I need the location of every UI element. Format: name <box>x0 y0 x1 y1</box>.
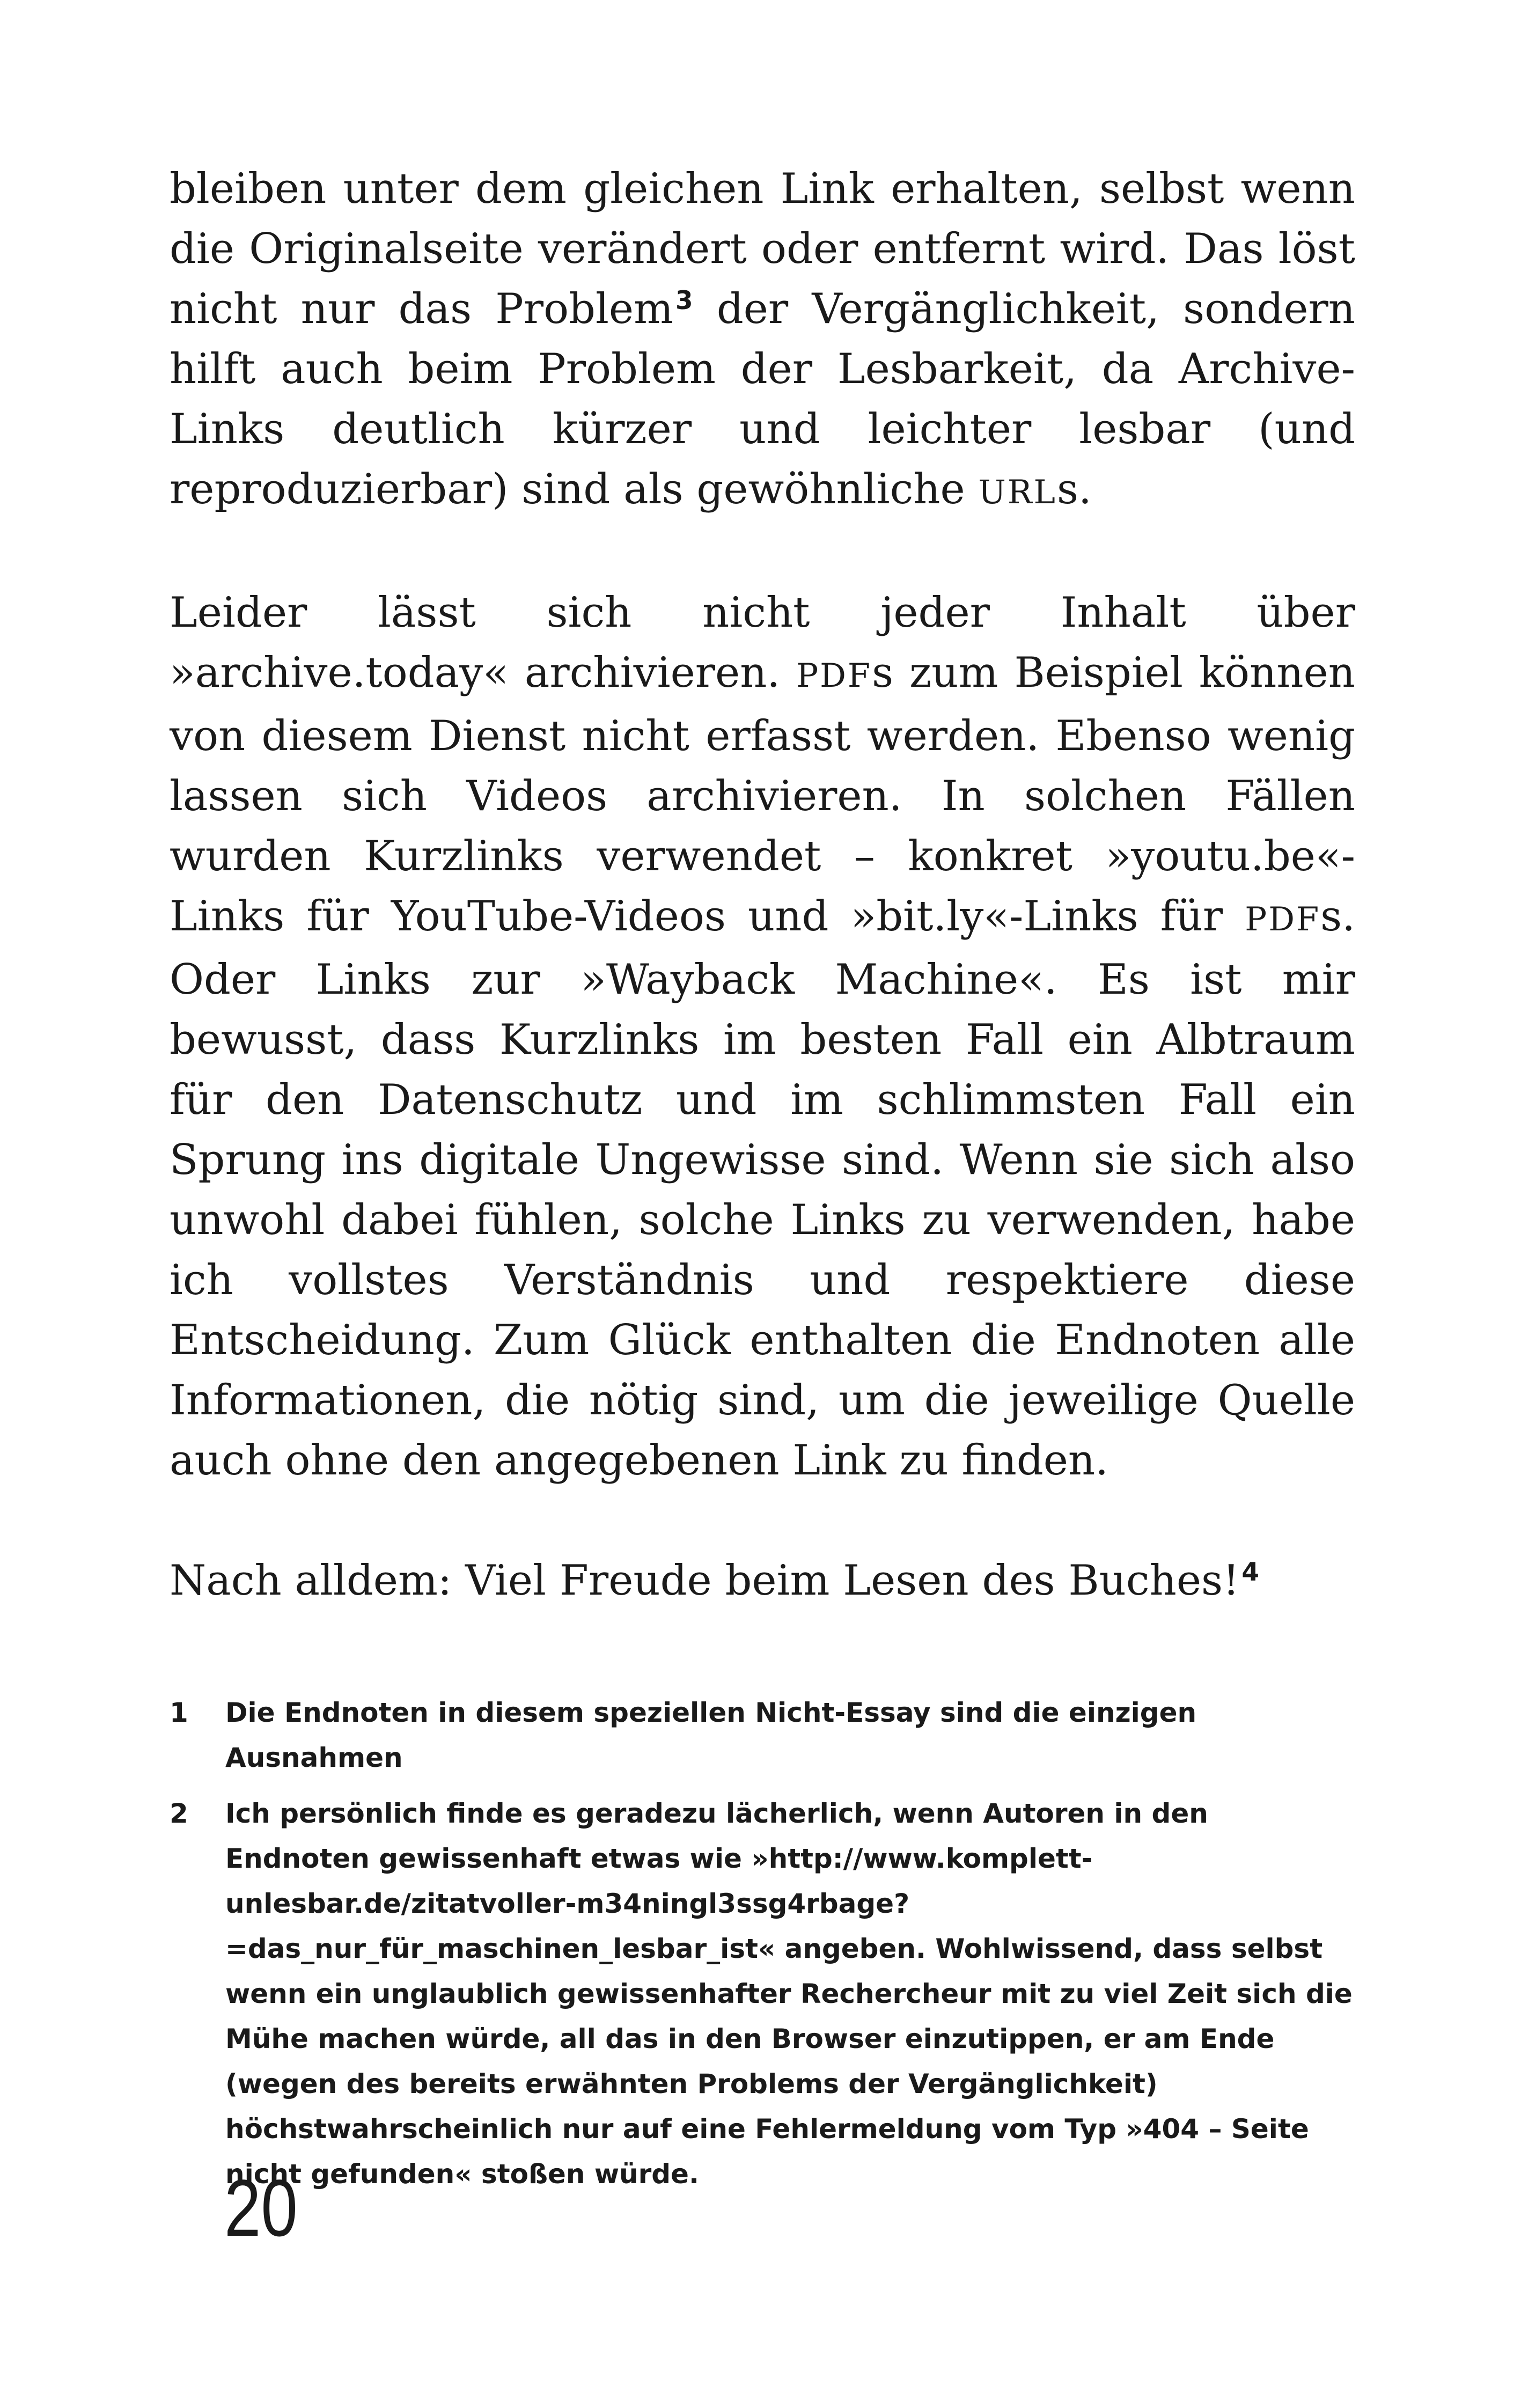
body-text <box>170 159 1355 1671</box>
paragraph <box>170 1551 1355 1611</box>
text-run: s. Oder Links zur »Wayback Machine«. Es ist mir bewusst, dass Kurzlinks im besten Fall ein Albtraum für den Datenschutz und im schlimmsten Fall ein Sprung ins digitale Ungewisse sind. Wenn sie sich also unwohl dabei fühlen, solche Links zu verwenden, habe ich vollstes Verständnis und respektiere diese Entscheidung. Zum Glück enthalten die Endnoten alle Informationen, die nötig sind, um die jeweilige Quelle auch ohne den angegebenen Link zu finden. <box>170 892 1355 1485</box>
footnote-number: 2 <box>170 1798 188 1829</box>
footnote-number: 1 <box>170 1697 188 1728</box>
footnote-text: Ich persönlich finde es geradezu lächerlich, wenn Autoren in den Endnoten gewissenhaft etwas wie »http://www.komplett-unlesbar.de/zitatvoller-m34ningl3ssg4rbage?=das_nur_für_maschinen_lesbar_ist« angeben. Wohlwissend, dass selbst wenn ein unglaublich gewissenhafter Rechercheur mit zu viel Zeit sich die Mühe machen würde, all das in den Browser einzutippen, er am Ende (wegen des bereits erwähnten Problems der Vergänglichkeit) höchstwahrscheinlich nur auf eine Fehlermeldung vom Typ »404 – Seite nicht gefunden« stoßen würde. <box>225 1798 1353 2190</box>
paragraph <box>170 159 1355 523</box>
paragraph <box>170 583 1355 1491</box>
text-run: Nach alldem: Viel Freude beim Lesen des Buches! <box>170 1557 1240 1605</box>
footnote-reference[interactable]: 4 <box>1241 1558 1259 1588</box>
text-run: s. <box>1056 465 1092 513</box>
text-run: bleiben unter dem gleichen Link erhalten, selbst wenn die Originalseite verändert oder entfernt wird. Das löst nicht nur das Problem <box>170 165 1355 333</box>
footnote-reference[interactable]: 3 <box>675 287 693 316</box>
text-run: Leider lässt sich nicht jeder Inhalt über »archive.today« archivieren. <box>170 589 1355 697</box>
text-run: der Vergänglichkeit, sondern hilft auch beim Problem der Lesbarkeit, da Archive-Links deutlich kürzer und leichter lesbar (und reproduzierbar) sind als gewöhnliche <box>170 285 1355 513</box>
small-caps-abbreviation: PDF <box>1245 901 1321 938</box>
text-run: s zum Beispiel können von diesem Dienst nicht erfasst werden. Ebenso wenig lassen sich Videos archivieren. In solchen Fällen wurden Kurzlinks verwendet – konkret »youtu.be«-Links für YouTube-Videos und »bit.ly«-Links für <box>170 649 1356 941</box>
footnote-text: Die Endnoten in diesem speziellen Nicht-Essay sind die einzigen Ausnahmen <box>225 1697 1197 1773</box>
small-caps-abbreviation: URL <box>978 474 1057 511</box>
page-number: 20 <box>224 2163 298 2253</box>
footnotes <box>170 1690 1355 2207</box>
small-caps-abbreviation: PDF <box>796 657 872 695</box>
footnote <box>170 1690 1355 1780</box>
footnote <box>170 1791 1355 2197</box>
